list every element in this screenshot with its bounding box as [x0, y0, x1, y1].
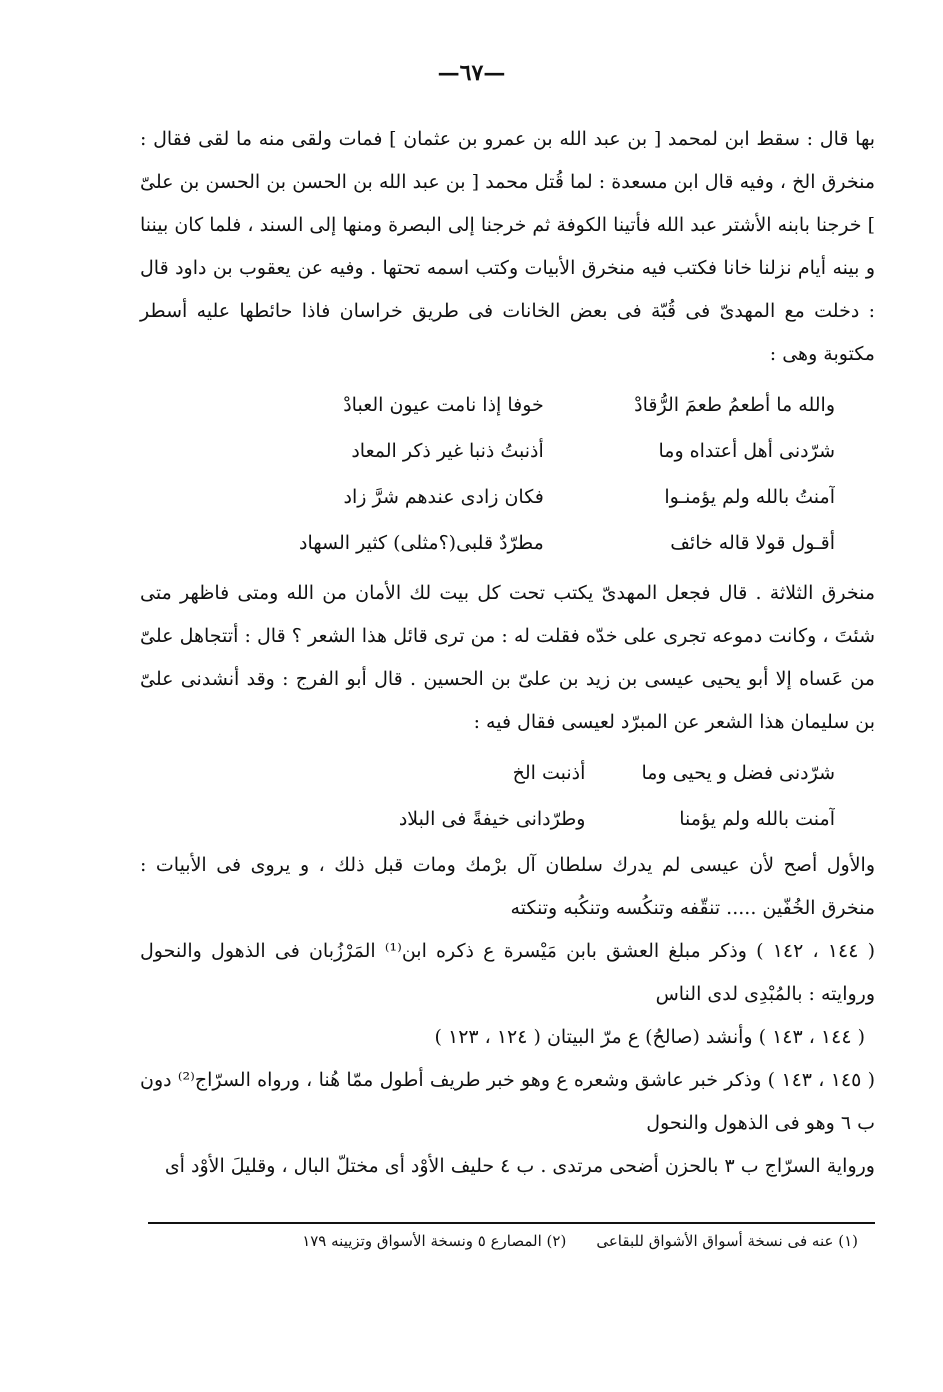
footnote-2: (٢) المصارع ٥ ونسخة الأسواق وتزيينه ١٧٩ [302, 1232, 567, 1250]
verse-first-hemistich: شرّدنى فضل و يحيى وما [641, 762, 835, 784]
paragraph-2: منخرق الثلاثة . قال فجعل المهدىّ يكتب تحت كل بيت لك الأمان من الله ومتى فاظهر متى شئتَ ، وكانت دموعه تجرى على خدّه فقلت له : من ترى قائل هذا الشعر ؟ قال : أتتجاهل علىّ من عَساه إلا أبو يحيى عيسى بن زيد بن علىّ بن الحسين . قال أبو الفرج : وقد أنشدنى علىّ بن سليمان هذا الشعر عن المبرّد لعيسى فقال فيه : [140, 582, 875, 733]
verse-row [355, 750, 835, 796]
verse-second-hemistich: خوفا إذا نامت عيون العبادْ [343, 394, 544, 416]
verse-second-hemistich: مطرّدٌ قلبى(؟مثلى) كثير السهاد [299, 532, 544, 554]
verse-second-hemistich: وطرّدانى خيفةً فى البلاد [398, 808, 586, 830]
verse-row [275, 382, 835, 428]
paragraph-1: بها قال : سقط ابن لمحمد [ بن عبد الله بن عمرو بن عثمان ] فمات ولقى منه ما لقى فقال : منخرق الخ ، وفيه قال ابن مسعدة : لما قُتل محمد [ بن عبد الله بن الحسن بن الحسن بن علىّ ] خرجنا بابنه الأشتر عبد الله فأتينا الكوفة ثم خرجنا إلى البصرة ومنها إلى السند ، فلما كان بيننا و بينه أيام نزلنا خانا فكتب فيه منخرق الأبيات وكتب اسمه تحتها . وفيه عن يعقوب بن داود قال : دخلت مع المهدىّ فى قُبّة فى بعض الخانات فى طريق خراسان فاذا حائطها عليه أسطر مكتوبة وهى : [140, 128, 875, 365]
page-body [140, 118, 875, 1188]
verse-row [275, 520, 835, 566]
footnotes [140, 1228, 858, 1254]
verse-first-hemistich: والله ما أطعمُ طعمَ الرُّقادْ [634, 394, 835, 416]
verse-second-hemistich: أذنبتُ ذنبا غير ذكر المعاد [351, 440, 544, 462]
page-number: —٦٧— [437, 60, 506, 86]
note-4: ورواية السرّاج ب ٣ بالحزن أضحى مرتدى . ب ٤ حليف الأوْد أى مختلّ البال ، وقليلَ الأوْد أى [164, 1155, 875, 1177]
note-3: ( ١٤٥ ، ١٤٣ ) وذكر خبر عاشق وشعره ع وهو خبر طريف أطول ممّا هُنا ، ورواه السرّاج⁽²⁾ دون ب ٦ وهو فى الذهول والنحول [140, 1069, 875, 1134]
note-1: ( ١٤٤ ، ١٤٢ ) وذكر مبلغ العشق بابن مَيْسرة ع ذكره ابن⁽¹⁾ المَرْزُبان فى الذهول والنحول وروايته : بالمُبْدِى لدى الناس [140, 940, 876, 1005]
footnote-1: (١) عنه فى نسخة أسواق الأشواق للبقاعى [596, 1232, 858, 1250]
verse-second-hemistich: فكان زادى عندهم شرَّ زاد [343, 486, 544, 508]
paragraph-3: والأول أصح لأن عيسى لم يدرك سلطان آل برْمك ومات قبل ذلك ، و يروى فى الأبيات : منخرق الخُفّين ..... تنقّفه وتنكُسه وتنكُبه وتنكته [140, 854, 875, 919]
verse-row [355, 796, 835, 842]
footnote-divider [148, 1222, 875, 1224]
verse-first-hemistich: آمنت بالله ولم يؤمنا [679, 808, 835, 830]
verse-row [275, 474, 835, 520]
poem-1 [275, 382, 835, 566]
verse-first-hemistich: شرّدنى أهل أعتداه وما [658, 440, 835, 462]
verse-row [275, 428, 835, 474]
poem-2 [355, 750, 835, 842]
verse-first-hemistich: أقـول قولا قاله خائف [670, 532, 835, 554]
verse-first-hemistich: آمنتُ بالله ولم يؤمنـوا [664, 486, 835, 508]
note-2: ( ١٤٤ ، ١٤٣ ) وأنشد (صالحُ) ع مرّ البيتان ( ١٢٤ ، ١٢٣ ) [434, 1026, 865, 1048]
verse-second-hemistich: أذنبت الخ [512, 762, 586, 784]
